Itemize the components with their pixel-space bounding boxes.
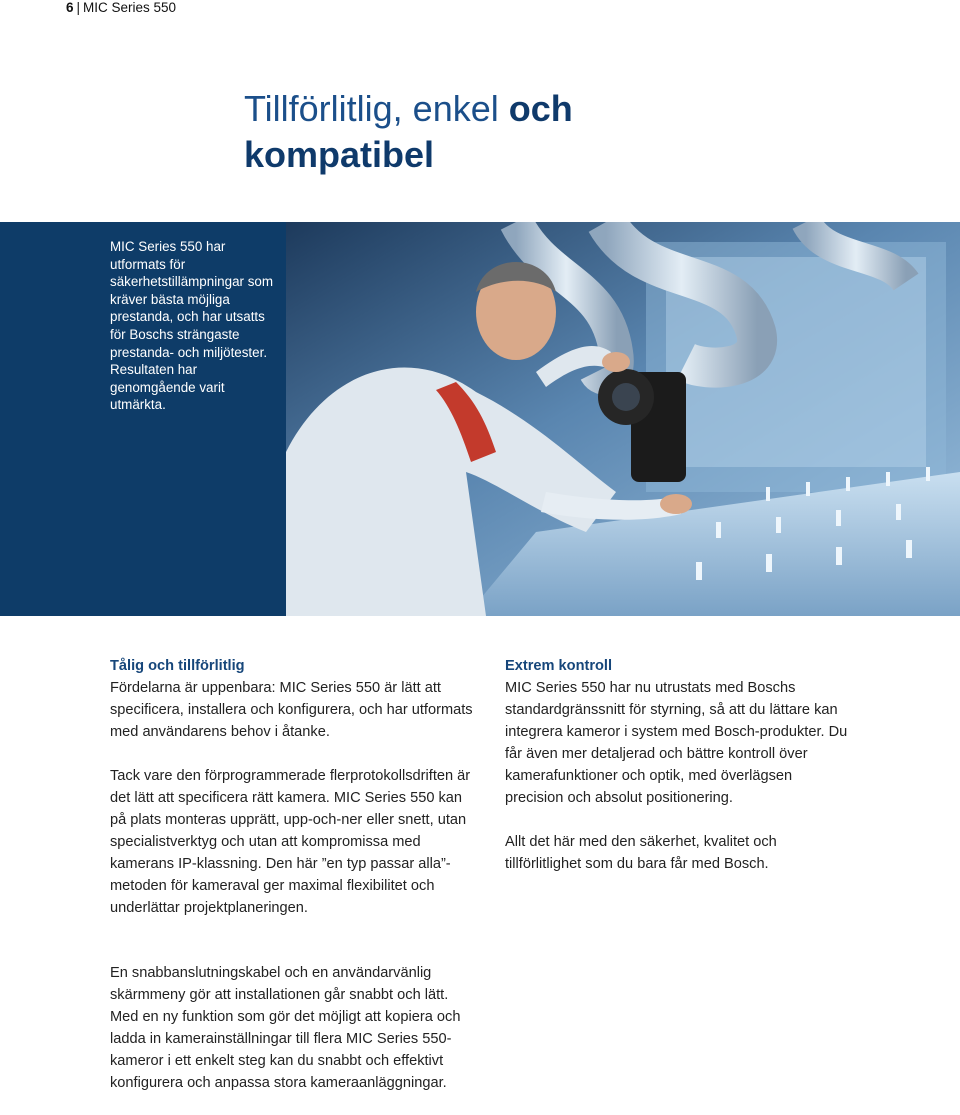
header-separator: | (76, 0, 81, 15)
left-column-heading: Tålig och tillförlitlig (110, 658, 245, 674)
left-column-paragraph-2: Tack vare den förprogrammerade flerprotokollsdriften är det lätt att specificera rätt kamera. MIC Series 550 kan på plats monteras upprätt, upp-och-ner eller snett, utan specialistverktyg och utan att kompromissa med kamerans IP-klassning. Den här ”en typ passar alla”-metoden för kameraval ger maximal flexibilitet och underlättar projektplaneringen. (110, 768, 471, 916)
left-column-paragraph-1: Fördelarna är uppenbara: MIC Series 550 är lätt att specificera, installera och konfigurera, och har utformats med användarens behov i åtanke. (110, 680, 473, 740)
title-bold-och: och (508, 88, 573, 129)
page-header (66, 0, 176, 16)
series-name: MIC Series 550 (83, 0, 177, 15)
left-column (110, 655, 480, 919)
hero-caption: MIC Series 550 har utformats för säkerhetstillämpningar som kräver bästa möjliga prestanda, och har utsatts för Boschs strängaste prestanda- och miljötester. Resultaten har genomgående varit utmärkta. (110, 239, 273, 413)
right-column-paragraph-2: Allt det här med den säkerhet, kvalitet och tillförlitlighet som du bara får med Bosch. (505, 834, 777, 872)
title-bold-kompatibel: kompatibel (244, 134, 435, 175)
engineer-testing-camera-photo (286, 222, 960, 616)
bottom-column (110, 962, 470, 1094)
hero-caption-panel (0, 222, 286, 616)
bottom-column-paragraph-1: En snabbanslutningskabel och en användarvänlig skärmmeny gör att installationen går snabbt och lätt. Med en ny funktion som gör det möjligt att kopiera och ladda in kamerainställningar till flera MIC Series 550-kameror i ett enkelt steg kan du snabbt och effektivt konfigurera och anpassa stora kameraanläggningar. (110, 965, 461, 1091)
right-column-paragraph-1: MIC Series 550 har nu utrustats med Boschs standardgränssnitt för styrning, så att du lättare kan integrera kameror i system med Bosch-produkter. Du får även mer detaljerad och bättre kontroll över kamerafunktioner och optik, med överlägsen precision och absolut positionering. (505, 680, 848, 806)
page-number: 6 (66, 0, 74, 15)
right-column-heading: Extrem kontroll (505, 658, 613, 674)
page-title (244, 86, 844, 178)
title-light: Tillförlitlig, enkel (244, 88, 509, 129)
right-column (505, 655, 850, 875)
hero-section (0, 222, 960, 616)
